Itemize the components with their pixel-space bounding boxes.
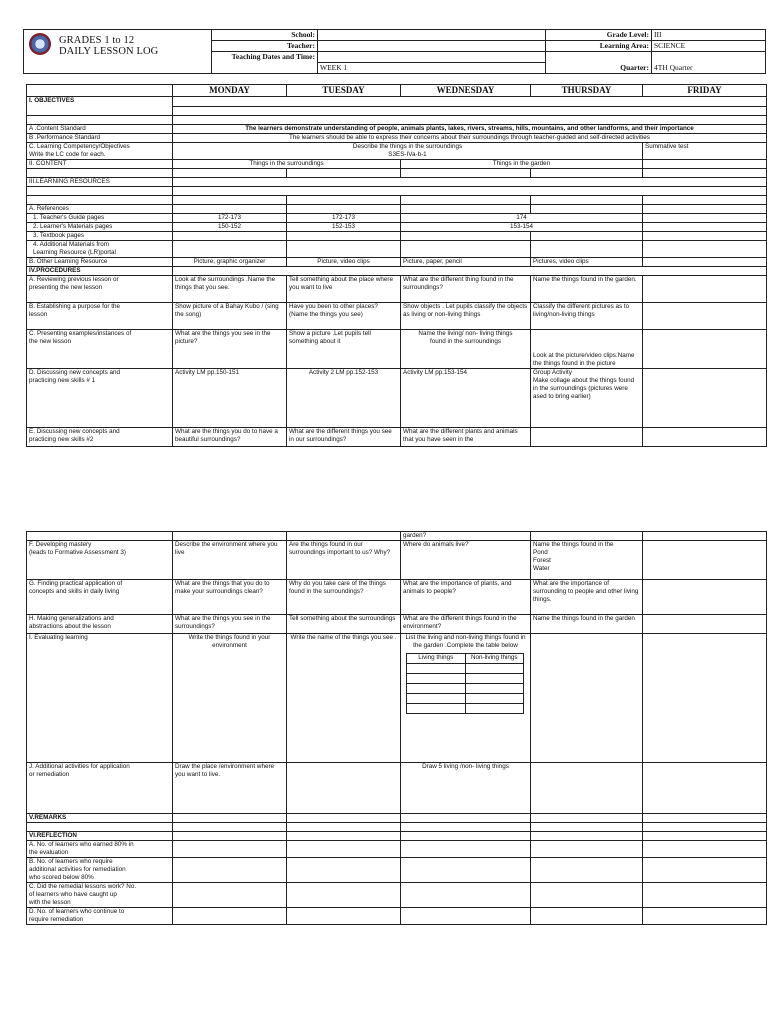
proc-f-wednesday: Where do animals live? (401, 541, 531, 580)
tg-wed-thu: 174 (401, 214, 643, 223)
proc-f-thursday: Name the things found in the Pond Forest Water (531, 541, 643, 580)
header-table (23, 29, 766, 74)
additional-materials-label: 4. Additional Materials from Learning Resource (LR)portal (27, 241, 173, 258)
proc-d-tuesday: Activity 2 LM pp.152-153 (287, 369, 401, 428)
proc-i-label: I. Evaluating learning (27, 634, 173, 763)
proc-d-thursday: Group Activity Make collage about the things found in the surroundings (pictures were ased to bring earlier) (531, 369, 643, 428)
ref-d-label: D. No. of learners who continue to require remediation (27, 908, 173, 925)
objectives-heading: I. OBJECTIVES (27, 97, 173, 116)
lesson-table-page1 (26, 84, 767, 447)
content-standard-label: A .Content Standard (27, 125, 173, 134)
proc-b-monday: Show picture of a Bahay Kubo / (sing the song) (173, 303, 287, 330)
teacher-value (318, 41, 546, 52)
proc-j-monday: Draw the place /environment where you want to live. (173, 763, 287, 814)
eval-cell[interactable] (465, 704, 524, 714)
proc-b-wednesday: Show objects . Let pupils classify the objects as living or non-living things (401, 303, 531, 330)
remarks-heading: V.REMARKS (27, 814, 173, 823)
dates-value: WEEK 1 (318, 63, 546, 74)
proc-j-wednesday: Draw 5 living /non- living things (401, 763, 531, 814)
proc-f-label: F. Developing mastery (leads to Formative Assessment 3) (27, 541, 173, 580)
proc-f-tuesday: Are the things found in our surroundings important to us? Why? (287, 541, 401, 580)
school-label: School: (212, 30, 318, 41)
other-resource-label: B. Other Learning Resource (27, 258, 173, 267)
eval-cell[interactable] (407, 664, 466, 674)
other-thursday: Pictures, video clips (531, 258, 643, 267)
proc-b-tuesday: Have you been to other places? (Name the things you see) (287, 303, 401, 330)
proc-c-label: C. Presenting examples/instances of the new lesson (27, 330, 173, 369)
eval-cell[interactable] (465, 694, 524, 704)
proc-i-monday: Write the things found in your environment (173, 634, 287, 763)
lm-monday: 150-152 (173, 223, 287, 232)
proc-f-monday: Describe the environment where you live (173, 541, 287, 580)
day-friday: FRIDAY (643, 85, 767, 97)
lm-label: 2. Learner's Materials pages (27, 223, 173, 232)
proc-e-tuesday: What are the different things you see in our surroundings? (287, 428, 401, 447)
proc-a-wednesday: What are the different thing found in the surroundings? (401, 276, 531, 303)
tg-monday: 172-173 (173, 214, 287, 223)
ref-c-label: C. Did the remedial lessons work? No. of learners who have caught up with the lesson (27, 883, 173, 908)
content-mon-tue: Things in the surroundings (173, 160, 401, 169)
evaluation-table (406, 653, 524, 714)
proc-g-label: G. Finding practical application of concepts and skills in daily living (27, 580, 173, 615)
proc-h-thursday: Name the things found in the garden (531, 615, 643, 634)
competency-text: Describe the things in the surroundings S3ES-IVa-b-1 (173, 143, 643, 160)
proc-a-thursday: Name the things found in the garden. (531, 276, 643, 303)
other-wednesday: Picture, paper, pencil (401, 258, 531, 267)
proc-i-tuesday: Write the name of the things you see . (287, 634, 401, 763)
other-monday: Picture, graphic organizer (173, 258, 287, 267)
ref-b-label: B. No. of learners who require additional activities for remediation who scored below 80% (27, 858, 173, 883)
proc-d-label: D. Discussing new concepts and practicing new skills # 1 (27, 369, 173, 428)
day-wednesday: WEDNESDAY (401, 85, 531, 97)
proc-b-label: B. Establishing a purpose for the lesson (27, 303, 173, 330)
procedures-heading: IV.PROCEDURES (27, 267, 173, 276)
proc-b-thursday: Classify the different pictures as to living/non-living things (531, 303, 643, 330)
eval-cell[interactable] (465, 684, 524, 694)
textbook-label: 3. Textbook pages (27, 232, 173, 241)
learning-resources-heading: III.LEARNING RESOURCES (27, 178, 173, 187)
quarter-value: 4TH Quarter (652, 52, 766, 74)
learning-area-value: SCIENCE (652, 41, 766, 52)
proc-a-tuesday: Tell something about the place where you want to live (287, 276, 401, 303)
eval-header-living: Living things (407, 654, 466, 664)
proc-d-monday: Activity LM pp.150-151 (173, 369, 287, 428)
proc-g-thursday: What are the importance of surrounding to people and other living things. (531, 580, 643, 615)
reflection-heading: VI.REFLECTION (27, 832, 173, 841)
eval-cell[interactable] (407, 674, 466, 684)
proc-i-wednesday-cell (401, 634, 531, 763)
competency-label: C. Learning Competency/Objectives Write the LC code for each. (27, 143, 173, 160)
proc-g-wednesday: What are the importance of plants, and animals to people? (401, 580, 531, 615)
proc-c-wednesday: Name the living/ non- living things found in the surroundings (401, 330, 531, 369)
proc-h-wednesday: What are the different things found in the environment? (401, 615, 531, 634)
competency-friday: Summative test (643, 143, 767, 160)
eval-cell[interactable] (465, 674, 524, 684)
proc-c-tuesday: Show a picture .Let pupils tell something about it (287, 330, 401, 369)
performance-standard: The learners should be able to express their concerns about their surroundings through teacher-guided and self-directed activities (173, 134, 767, 143)
proc-i-wednesday: List the living and non-living things found in the garden .Complete the table below (405, 634, 526, 649)
learning-area-label: Learning Area: (546, 41, 652, 52)
proc-e-wednesday: What are the different plants and animals that you have seen in the (401, 428, 531, 447)
proc-e-monday: What are the things you do to have a beautiful surroundings? (173, 428, 287, 447)
content-label: II. CONTENT (27, 160, 173, 169)
ref-a-label: A. No. of learners who earned 80% in the evaluation (27, 841, 173, 858)
lm-tuesday: 152-153 (287, 223, 401, 232)
quarter-label: Quarter: (546, 52, 652, 74)
tg-tuesday: 172-173 (287, 214, 401, 223)
eval-cell[interactable] (407, 704, 466, 714)
proc-a-monday: Look at the surroundings .Name the things that you see. (173, 276, 287, 303)
eval-cell[interactable] (407, 684, 466, 694)
performance-standard-label: B .Performance Standard (27, 134, 173, 143)
proc-c-thursday: Look at the picture/video clips.Name the things found in the picture (531, 330, 643, 369)
content-standard: The learners demonstrate understanding of people, animals plants, lakes, rivers, streams, hills, mountains, and other landforms, and their importance (173, 125, 767, 134)
logo-title: GRADES 1 to 12 DAILY LESSON LOG (59, 35, 159, 57)
lm-wed-thu: 153-154 (401, 223, 643, 232)
tg-label: 1. Teacher's Guide pages (27, 214, 173, 223)
proc-e-wednesday-cont: garden? (401, 532, 531, 541)
lesson-table-page2 (26, 531, 767, 925)
proc-g-tuesday: Why do you take care of the things found in the surroundings? (287, 580, 401, 615)
day-thursday: THURSDAY (531, 85, 643, 97)
eval-cell[interactable] (407, 694, 466, 704)
proc-h-monday: What are the things you see in the surroundings? (173, 615, 287, 634)
proc-d-wednesday: Activity LM pp.153-154 (401, 369, 531, 428)
grade-level-value: III (652, 30, 766, 41)
logo-cell (24, 30, 212, 74)
day-monday: MONDAY (173, 85, 287, 97)
proc-j-label: J. Additional activities for application or remediation (27, 763, 173, 814)
grade-level-label: Grade Level: (546, 30, 652, 41)
day-tuesday: TUESDAY (287, 85, 401, 97)
proc-c-monday: What are the things you see in the picture? (173, 330, 287, 369)
eval-header-nonliving: Non-living things (465, 654, 524, 664)
deped-seal-icon (29, 33, 51, 55)
proc-g-monday: What are the things that you do to make your surroundings clean? (173, 580, 287, 615)
teacher-label: Teacher: (212, 41, 318, 52)
content-wed-thu: Things in the garden (401, 160, 643, 169)
proc-a-label: A. Reviewing previous lesson or presenting the new lesson (27, 276, 173, 303)
proc-h-tuesday: Tell something about the surroundings (287, 615, 401, 634)
school-value (318, 30, 546, 41)
proc-e-label: E. Discussing new concepts and practicing new skills #2 (27, 428, 173, 447)
dates-label: Teaching Dates and Time: (212, 52, 318, 74)
other-tuesday: Picture, video clips (287, 258, 401, 267)
references-label: A. References (27, 205, 173, 214)
proc-h-label: H. Making generalizations and abstractions about the lesson (27, 615, 173, 634)
eval-cell[interactable] (465, 664, 524, 674)
stray-line (740, 186, 766, 187)
